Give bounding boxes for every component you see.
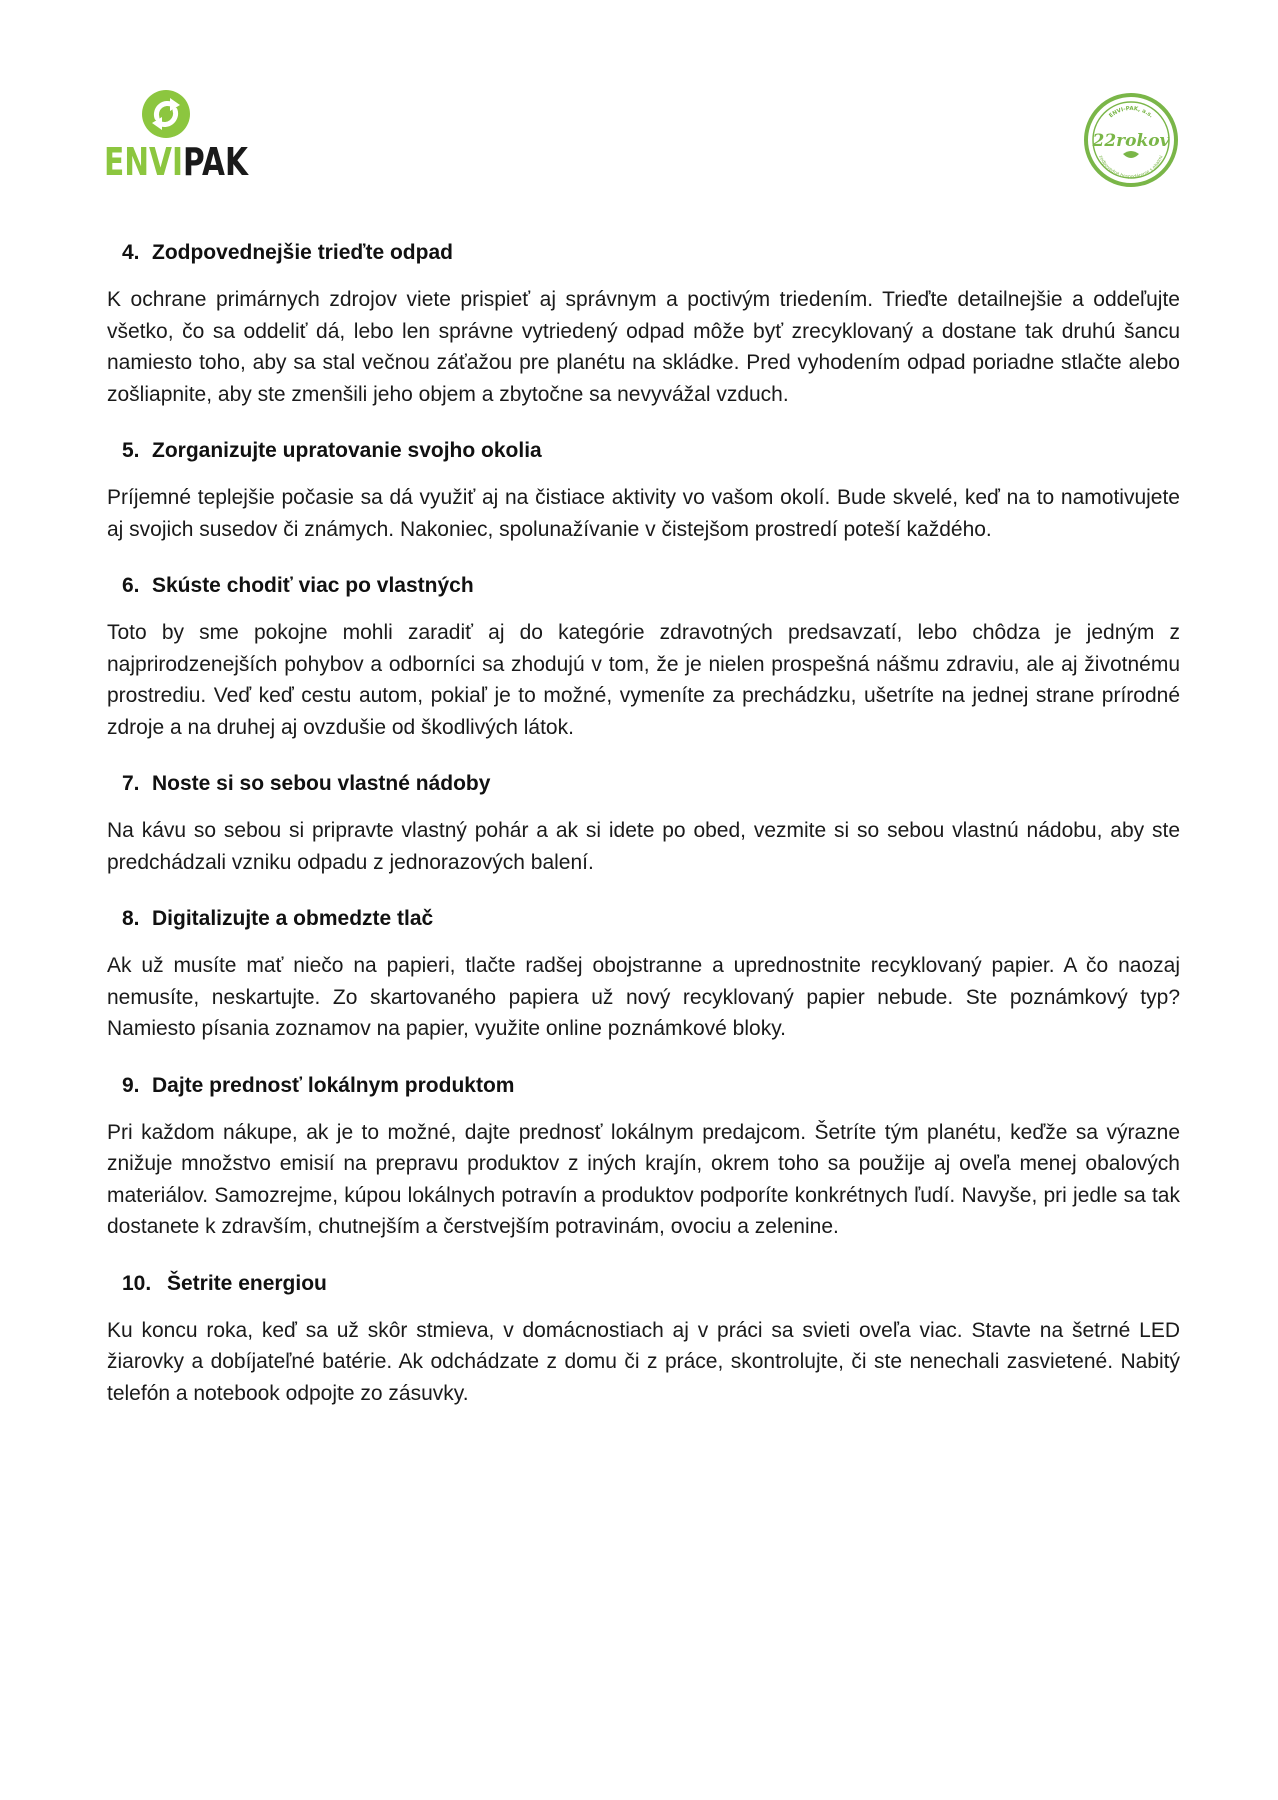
seal-bottom-text: zodpovedné hospodárenie s obalmi (1097, 154, 1165, 181)
section-title-6 (107, 573, 1180, 599)
section-number: 4. (122, 241, 140, 264)
section-body-9: Pri každom nákupe, ak je to možné, dajte prednosť lokálnym predajcom. Šetríte tým planétu, keďže sa výrazne znižuje množstvo emisií na prepravu produktov z iných krajín, okrem toho sa použije aj oveľa menej obalových materiálov. Samozrejme, kúpou lokálnych potravín a produktov podporíte konkrétnych ľudí. Navyše, pri jedle sa tak dostanete k zdravším, chutnejším a čerstvejším potravinám, ovociu a zelenine. (107, 1120, 1180, 1238)
brand-part2: PAK (183, 140, 248, 184)
section-heading: Skúste chodiť viac po vlastných (152, 574, 474, 597)
section-heading: Zodpovednejšie trieďte odpad (152, 241, 453, 264)
section-heading: Zorganizujte upratovanie svojho okolia (152, 439, 542, 462)
document-body (107, 240, 1180, 1437)
section-body-4: K ochrane primárnych zdrojov viete prispieť aj správnym a poctivým triedením. Trieďte detailnejšie a oddeľujte všetko, čo sa oddeliť dá, lebo len správne vytriedený odpad môže byť zrecyklovaný a dostane tak druhú šancu namiesto toho, aby sa stal večnou záťažou pre planétu na skládke. Pred vyhodením odpad poriadne stlačte alebo zošliapnite, aby ste zmenšili jeho objem a zbytočne sa nevyvážal vzduch. (107, 288, 1180, 406)
seal-top-text: ENVI-PAK, a.s. (1108, 105, 1154, 120)
section-heading: Digitalizujte a obmedzte tlač (152, 907, 434, 930)
brand-part1: ENVI (104, 140, 184, 184)
section-number: 5. (122, 439, 140, 462)
section-heading: Šetrite energiou (167, 1271, 327, 1295)
section-body-7: Na kávu so sebou si pripravte vlastný pohár a ak si idete po obed, vezmite si so sebou vlastnú nádobu, aby ste predchádzali vzniku odpadu z jednorazových balení. (107, 819, 1180, 874)
section-title-7 (107, 771, 1180, 797)
anniversary-seal-logo (1083, 92, 1179, 188)
section-title-5 (107, 438, 1180, 464)
brand-wordmark (104, 140, 248, 184)
section-title-10 (107, 1271, 1180, 1297)
section-title-4 (107, 240, 1180, 266)
section-number: 7. (122, 772, 140, 795)
section-number: 10. (122, 1271, 152, 1295)
section-heading: Noste si so sebou vlastné nádoby (152, 772, 491, 795)
section-body-5: Príjemné teplejšie počasie sa dá využiť aj na čistiace aktivity vo vašom okolí. Bude skvelé, keď na to namotivujete aj svojich susedov či známych. Nakoniec, spolunažívanie v čistejšom prostredí poteší každého. (107, 486, 1180, 541)
section-title-9 (107, 1073, 1180, 1099)
recycle-icon (140, 88, 192, 140)
section-number: 9. (122, 1073, 140, 1097)
section-body-10: Ku koncu roka, keď sa už skôr stmieva, v domácnostiach aj v práci sa svieti oveľa viac. Stavte na šetrné LED žiarovky a dobíjateľné batérie. Ak odchádzate z domu či z práce, skontrolujte, či ste nenechali zasvietené. Nabitý telefón a notebook odpojte zo zásuvky. (107, 1318, 1180, 1405)
page-header (0, 0, 1278, 200)
section-body-6: Toto by sme pokojne mohli zaradiť aj do kategórie zdravotných predsavzatí, lebo chôdza je jedným z najprirodzenejších pohybov a odborníci sa zhodujú v tom, že je nielen prospešná nášmu zdraviu, ale aj životnému prostrediu. Veď keď cestu autom, pokiaľ je to možné, vymeníte za prechádzku, ušetríte na jednej strane prírodné zdroje a na druhej aj ovzdušie od škodlivých látok. (107, 621, 1180, 739)
section-heading: Dajte prednosť lokálnym produktom (152, 1073, 515, 1097)
section-number: 8. (122, 907, 140, 930)
seal-main-text: 22rokov (1092, 131, 1170, 151)
section-number: 6. (122, 574, 140, 597)
envipak-logo (104, 88, 248, 188)
section-title-8 (107, 906, 1180, 932)
section-body-8: Ak už musíte mať niečo na papieri, tlačte radšej obojstranne a uprednostnite recyklovaný papier. A čo naozaj nemusíte, neskartujte. Zo skartovaného papiera už nový recyklovaný papier nebude. Ste poznámkový typ? Namiesto písania zoznamov na papier, využite online poznámkové bloky. (107, 954, 1180, 1040)
